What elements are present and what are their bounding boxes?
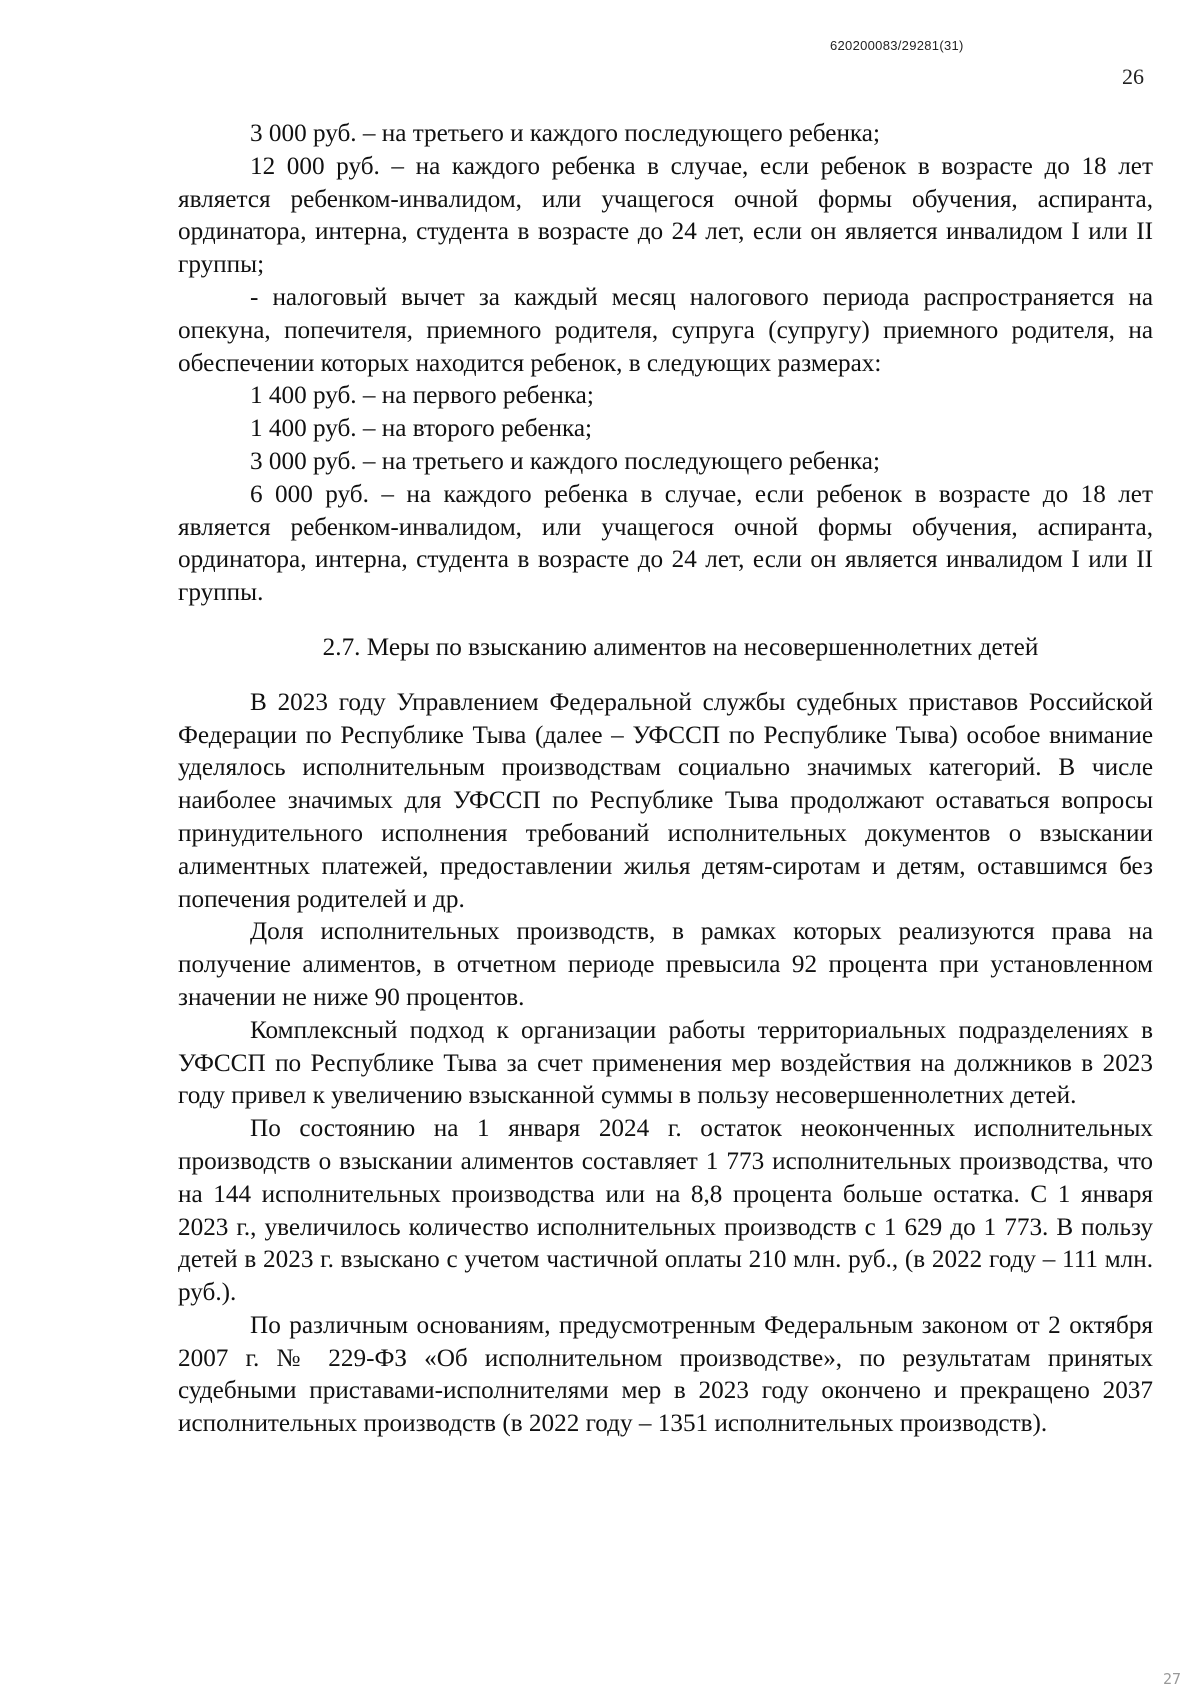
paragraph: По различным основаниям, предусмотренным Федеральным законом от 2 октября 2007 г. № 229-ФЗ «Об исполнительном производстве», по результатам принятых судебными приставами-исполнителями мер в 2023 году окончено и прекращено 2037 исполнительных производств (в 2022 году – 1351 исполнительных производств). (178, 1311, 1153, 1438)
paragraph: Комплексный подход к организации работы территориальных подразделениях в УФССП по Республике Тыва за счет применения мер воздействия на должников в 2023 году привел к увеличению взысканной суммы в пользу несовершеннолетних детей. (178, 1016, 1153, 1110)
corner-page-mark: 27 (1163, 1670, 1182, 1688)
list-item: 1 400 руб. – на первого ребенка; (250, 382, 594, 410)
document-body (178, 118, 1153, 1441)
page-number: 26 (1122, 64, 1144, 89)
document-id: 620200083/29281(31) (830, 38, 964, 53)
paragraph: Доля исполнительных производств, в рамках которых реализуются права на получение алиментов, в отчетном периоде превысила 92 процента при установленном значении не ниже 90 процентов. (178, 918, 1153, 1011)
section-heading: 2.7. Меры по взысканию алиментов на несовершеннолетних детей (322, 633, 1039, 661)
list-item: 1 400 руб. – на второго ребенка; (250, 415, 593, 443)
list-item: 3 000 руб. – на третьего и каждого последующего ребенка; (250, 120, 880, 147)
list-item: 6 000 руб. – на каждого ребенка в случае, если ребенок в возрасте до 18 лет является ребенком-инвалидом, или учащегося очной формы обучения, аспиранта, ординатора, интерна, студента в возрасте до 24 лет, если он является инвалидом I или II группы. (178, 480, 1153, 607)
paragraph: В 2023 году Управлением Федеральной службы судебных приставов Российской Федерации по Республике Тыва (далее – УФССП по Республике Тыва) особое внимание уделялось исполнительным производствам социально значимых категорий. В числе наиболее значимых для УФССП по Республике Тыва продолжают оставаться вопросы принудительного исполнения требований исполнительных документов о взыскании алиментных платежей, предоставлении жилья детям-сиротам и детям, оставшимся без попечения родителей и др. (178, 688, 1153, 913)
list-item: 3 000 руб. – на третьего и каждого последующего ребенка; (250, 447, 880, 475)
paragraph: По состоянию на 1 января 2024 г. остаток неоконченных исполнительных производств о взыскании алиментов составляет 1 773 исполнительных производства, что на 144 исполнительных производства или на 8,8 процента больше остатка. С 1 января 2023 г., увеличилось количество исполнительных производств с 1 629 до 1 773. В пользу детей в 2023 г. взыскано с учетом частичной оплаты 210 млн. руб., (в 2022 году – 111 млн. руб.). (178, 1115, 1153, 1307)
paragraph: - налоговый вычет за каждый месяц налогового периода распространяется на опекуна, попечителя, приемного родителя, супруга (супругу) приемного родителя, на обеспечении которых находится ребенок, в следующих размерах: (178, 283, 1153, 377)
list-item: 12 000 руб. – на каждого ребенка в случае, если ребенок в возрасте до 18 лет является ребенком-инвалидом, или учащегося очной формы обучения, аспиранта, ординатора, интерна, студента в возрасте до 24 лет, если он является инвалидом I или II группы; (178, 152, 1153, 279)
